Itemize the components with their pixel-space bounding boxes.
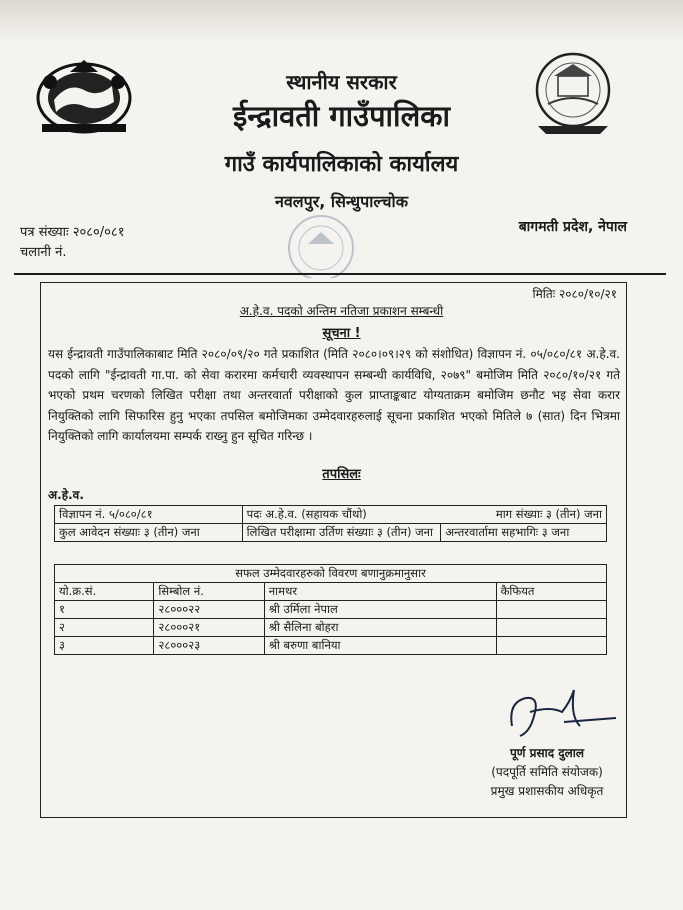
header-address: नवलपुर, सिन्धुपाल्चोक	[275, 192, 408, 211]
col-name: नामथर	[264, 583, 496, 601]
notice-body: यस ईन्द्रावती गाउँपालिकाबाट मिति २०८०/०९/२० गते प्रकाशित (मिति २०८०।०९।२९ को संशोधित) विज्ञापन नं. ०५/०८०/८१ अ.हे.व. पदको लागि "ईन्द्रावती गा.पा. को सेवा करारमा कर्मचारी व्यवस्थापन सम्बन्धी कार्यविधि, २०७९" बमोजिम मिति २०८०/१०/२१ गते भएको प्रथम चरणको लिखित परीक्षा तथा अन्तरवार्ता परीक्षाको कुल प्राप्ताङ्कबाट योग्यताक्रम बमोजिम छनौट भइ सेवा करार नियुक्तिको लागि सिफारिस हुनु भएका तपसिल बमोजिमका उम्मेदवारहरुलाई सूचना प्रकाशित भएको मितिले ७ (सात) दिन भित्रमा नियुक्तिको लागि कार्यालयमा सम्पर्क राख्नु हुन सूचित गरिन्छ ।	[48, 347, 620, 443]
results-caption: सफल उम्मेदवारहरुको विवरण बणानुक्रमानुसार	[55, 565, 607, 583]
cell-symbol: २८०००२३	[154, 637, 264, 655]
signatory-role: (पदपूर्ति समिति संयोजक)	[491, 765, 603, 779]
signature-block	[472, 744, 622, 801]
letter-subject: अ.हे.व. पदको अन्तिम नतिजा प्रकाशन सम्बन्धी	[239, 304, 444, 318]
table-row	[55, 637, 607, 655]
cell-remarks	[496, 619, 606, 637]
header-divider	[14, 273, 666, 275]
demand-count: माग संख्याः ३ (तीन) जना	[441, 506, 607, 524]
province-label: बागमती प्रदेश, नेपाल	[518, 219, 627, 235]
details-title: तपसिलः	[322, 467, 361, 482]
post-name: पदः अ.हे.व. (सहायक चौंथो)	[242, 506, 441, 524]
cell-remarks	[496, 601, 606, 619]
cell-name: श्री बरुणा बानिया	[264, 637, 496, 655]
office-seal-icon	[262, 208, 380, 278]
signatory-title: प्रमुख प्रशासकीय अधिकृत	[490, 784, 604, 798]
handwritten-signature-icon	[500, 682, 620, 744]
col-serial: यो.क्र.सं.	[55, 583, 154, 601]
reference-number: पत्र संख्याः २०८०/०८१	[20, 225, 125, 240]
reference-block	[20, 223, 124, 263]
results-table	[54, 564, 607, 655]
dispatch-number: चलानी नं.	[20, 245, 67, 260]
header-local-government: स्थानीय सरकार	[286, 70, 397, 94]
header-office-name: गाउँ कार्यपालिकाको कार्यालय	[224, 152, 459, 177]
col-remarks: कैफियत	[496, 583, 606, 601]
notice-title: सूचना !	[322, 326, 361, 341]
vacancy-summary-table	[54, 505, 607, 542]
col-symbol: सिम्बोल नं.	[154, 583, 264, 601]
cell-serial: २	[55, 619, 154, 637]
table-row	[55, 524, 607, 542]
cell-name: श्री सैलिना बोहरा	[264, 619, 496, 637]
table-row	[55, 619, 607, 637]
cell-serial: ३	[55, 637, 154, 655]
cell-symbol: २८०००२१	[154, 619, 264, 637]
table-row	[55, 601, 607, 619]
letter-date: मितिः २०८०/१०/२१	[532, 287, 617, 301]
cell-name: श्री उर्मिला नेपाल	[264, 601, 496, 619]
header-municipality-name: ईन्द्रावती गाउँपालिका	[232, 99, 451, 133]
table-caption-row	[55, 565, 607, 583]
advert-number: विज्ञापन नं. ५/०८०/८१	[55, 506, 243, 524]
post-label: अ.हे.व.	[48, 488, 84, 502]
written-pass-count: लिखित परीक्षामा उर्तिण संख्याः ३ (तीन) जना	[242, 524, 441, 542]
cell-serial: १	[55, 601, 154, 619]
table-row	[55, 506, 607, 524]
cell-remarks	[496, 637, 606, 655]
interview-count: अन्तरवार्तामा सहभागिः ३ जना	[441, 524, 607, 542]
cell-symbol: २८०००२२	[154, 601, 264, 619]
table-header-row	[55, 583, 607, 601]
applicant-count: कुल आवेदन संख्याः ३ (तीन) जना	[55, 524, 243, 542]
signatory-name: पूर्ण प्रसाद दुलाल	[509, 746, 585, 760]
paper-top-shadow	[0, 0, 683, 44]
